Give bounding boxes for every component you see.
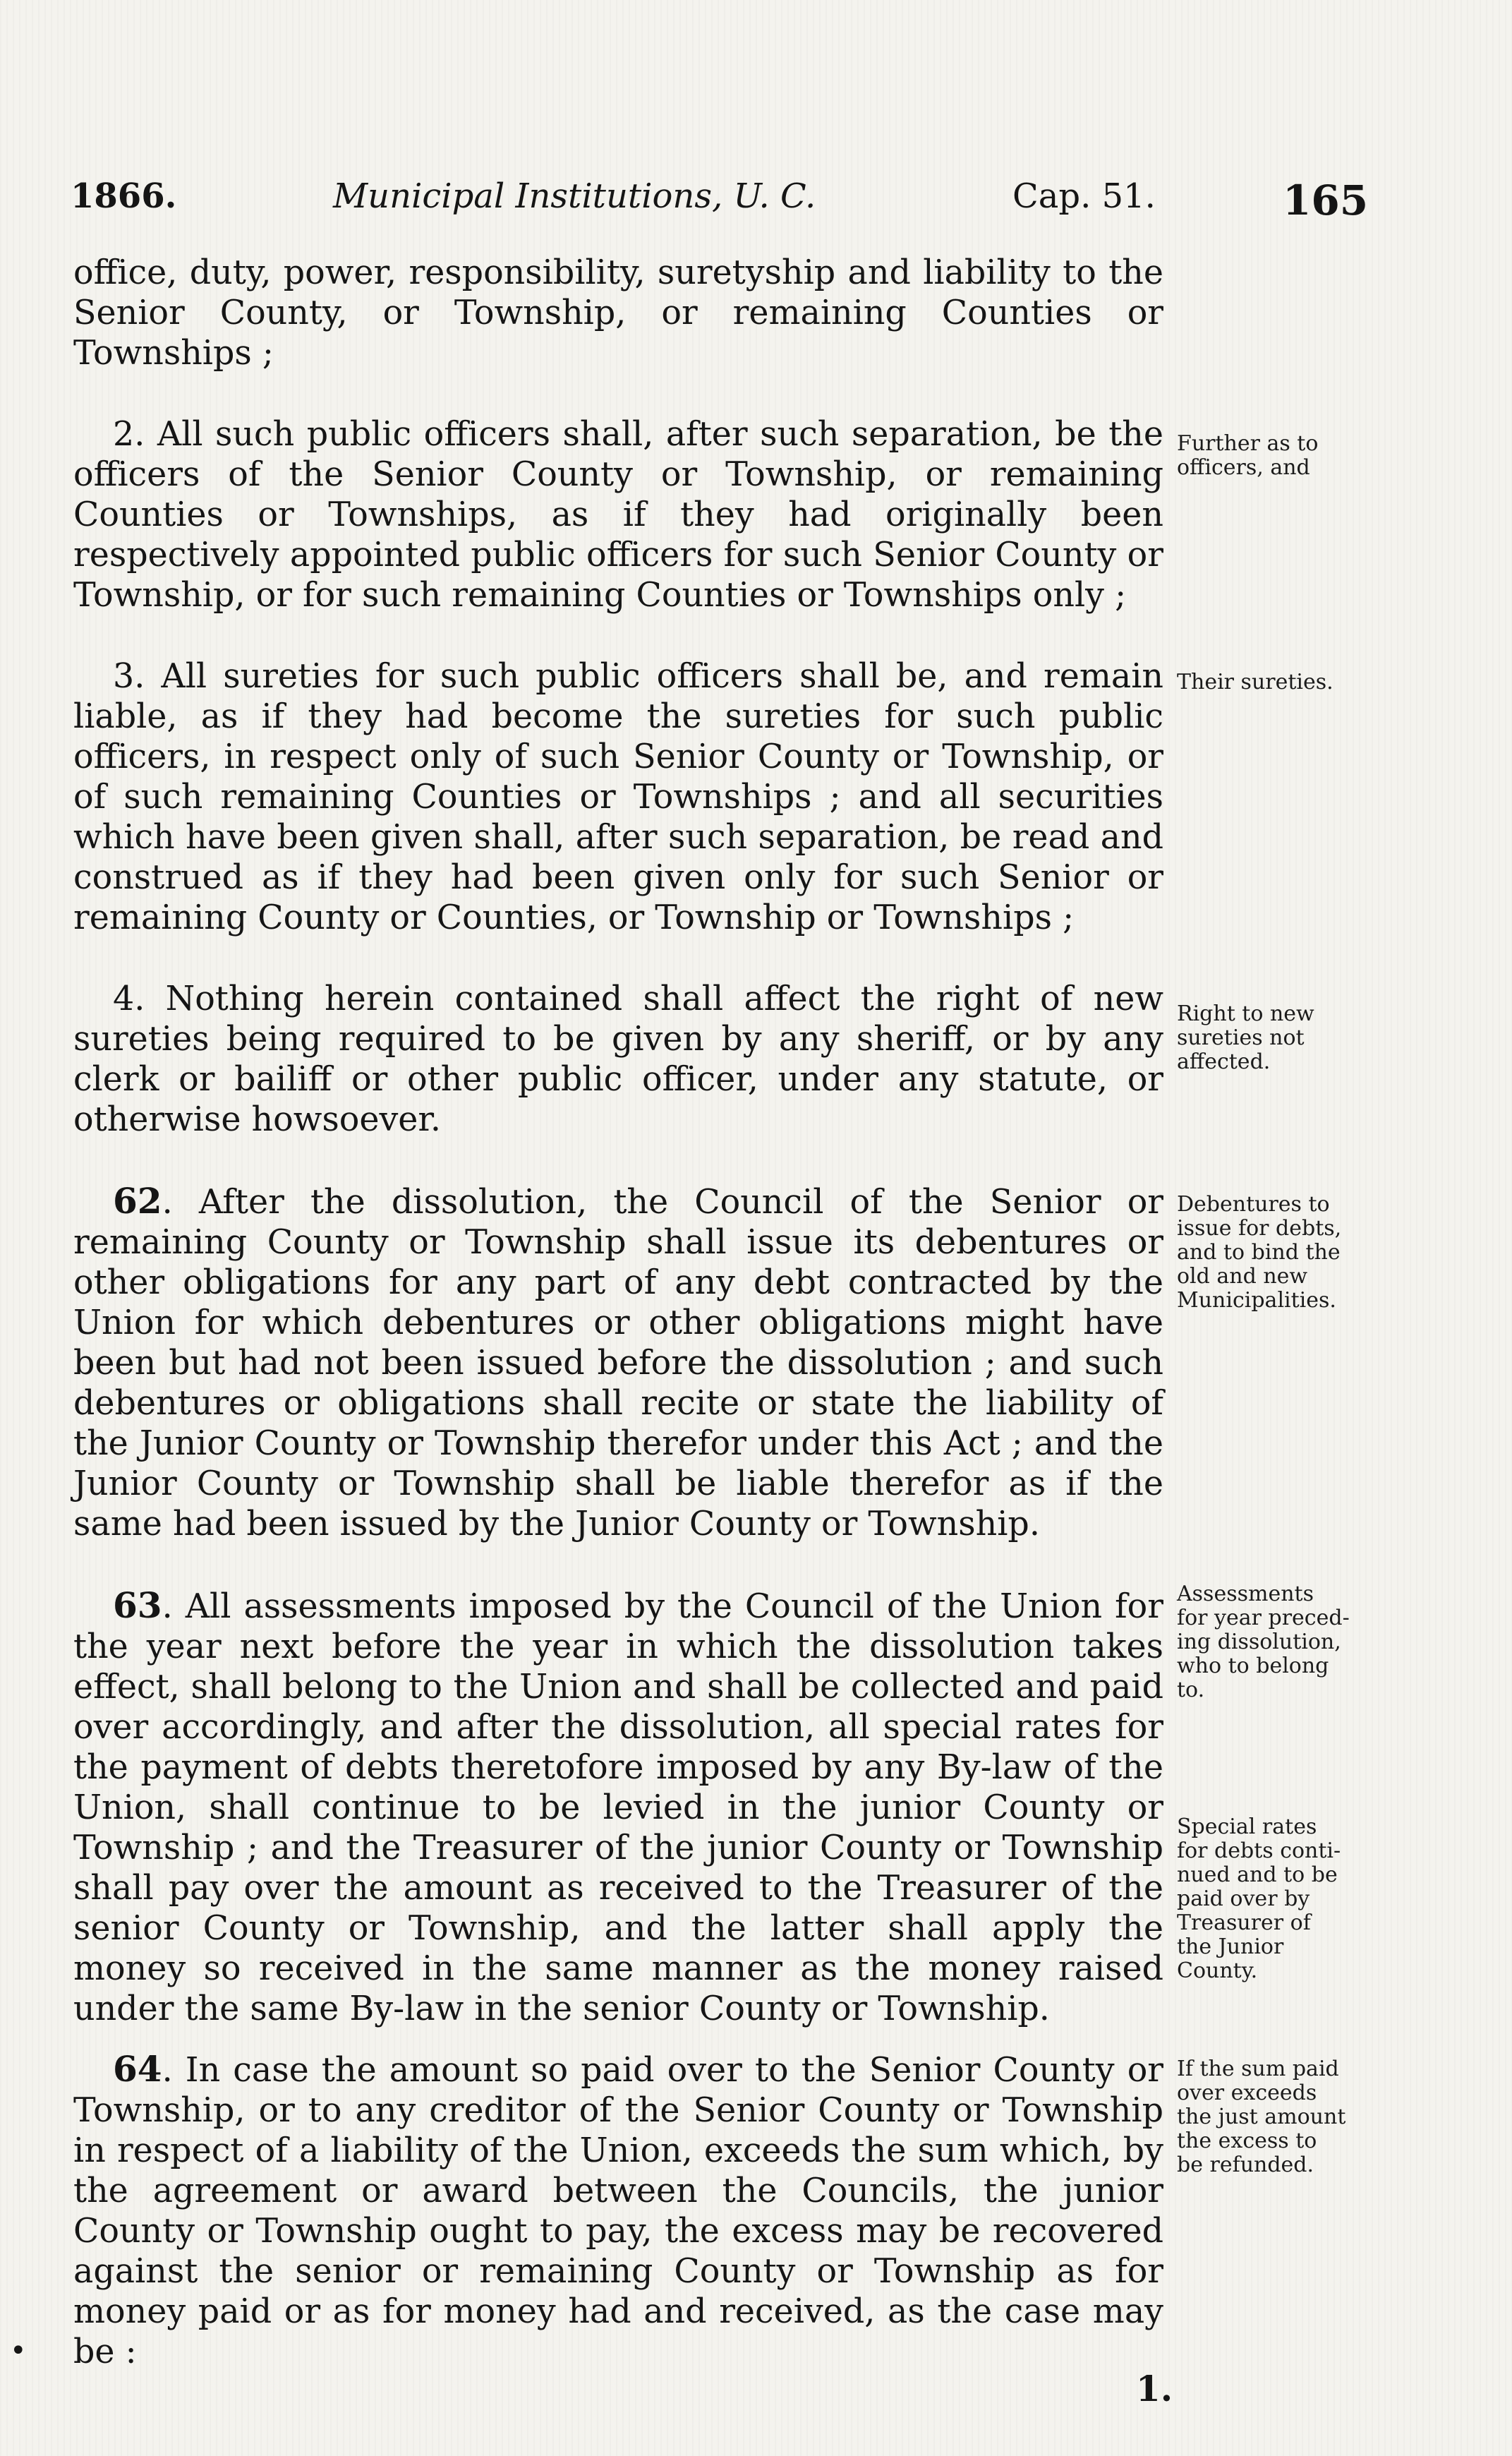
header-year: 1866. [71, 176, 177, 216]
marginal-note-line: ing dissolution, [1177, 1630, 1341, 1654]
marginal-note [1177, 2057, 1389, 2177]
paragraph-clause-3 [73, 656, 1163, 938]
marginal-note-line: affected. [1177, 1049, 1271, 1074]
marginal-note [1177, 1582, 1389, 1702]
paragraph-text: . In case the amount so paid over to the Senior County or Township, or to any creditor of the Senior County or Township in respect of a liability of the Union, exceeds the sum which, by the agreement or award between the Councils, the junior County or Township ought to pay, the excess may be recovered against the senior or remaining County or Township as for money paid or as for money had and received, as the case may be : [73, 2051, 1163, 2371]
marginal-note-line: for year preced- [1177, 1606, 1350, 1630]
marginal-note-line: paid over by [1177, 1886, 1310, 1911]
paragraph-text: 4. Nothing herein contained shall affect the right of new sureties being required to be given by any sheriff, or by any clerk or bailiff or other public officer, under any statute, or otherwise howsoever. [73, 980, 1163, 1139]
marginal-note [1177, 1193, 1389, 1313]
paragraph-continuation [73, 253, 1163, 373]
paragraph-text: 3. All sureties for such public officers shall be, and remain liable, as if they had become the sureties for such public officers, in respect only of such Senior County or Township, or of such remaining Counties or Townships ; and all securities which have been given shall, after such separation, be read and construed as if they had been given only for such Senior or remaining County or Counties, or Township or Townships ; [73, 657, 1163, 937]
marginal-note-line: the excess to [1177, 2129, 1317, 2153]
page-number: 165 [1283, 176, 1369, 224]
marginal-note-line: sureties not [1177, 1025, 1305, 1050]
marginal-note-line: Special rates [1177, 1814, 1317, 1839]
header-title: Municipal Institutions, U. C. [333, 176, 816, 216]
section-62 [73, 1181, 1163, 1544]
marginal-note-line: Their sureties. [1177, 670, 1333, 694]
marginal-note-line: County. [1177, 1958, 1258, 1983]
marginal-note-line: the Junior [1177, 1934, 1284, 1959]
section-64 [73, 2049, 1163, 2372]
marginal-note-line: Assessments [1177, 1582, 1314, 1606]
marginal-note-line: Municipalities. [1177, 1288, 1336, 1313]
paragraph-text: . All assessments imposed by the Council of the Union for the year next before the year in which the dissolution takes effect, shall belong to the Union and shall be collected and paid over accordingly, and after the dissolution, all special rates for the payment of debts theretofore imposed by any By-law of the Union, shall continue to be levied in the junior County or Township ; and the Treasurer of the junior County or Township shall pay over the amount as received to the Treasurer of the senior County or Township, and the latter shall apply the money so received in the same manner as the money raised under the same By-law in the senior County or Township. [73, 1587, 1163, 2028]
margin-speck: • [10, 2335, 27, 2367]
marginal-note-line: nued and to be [1177, 1862, 1338, 1887]
paragraph-clause-4 [73, 979, 1163, 1140]
running-header [71, 176, 1397, 233]
marginal-note-line: If the sum paid [1177, 2057, 1339, 2081]
marginal-note-line: issue for debts, [1177, 1216, 1342, 1241]
paragraph-text: 2. All such public officers shall, after such separation, be the officers of the Senior County or Township, or remaining Counties or Townships, as if they had originally been respectively appointed public officers for such Senior County or Township, or for such remaining Counties or Townships only ; [73, 415, 1163, 615]
marginal-note [1177, 1002, 1389, 1074]
paragraph-text: office, duty, power, responsibility, suretyship and liability to the Senior County, or Township, or remaining Counties or Townships ; [73, 253, 1163, 373]
marginal-note-line: Treasurer of [1177, 1910, 1311, 1935]
section-number: 64 [113, 2048, 162, 2090]
marginal-note-line: over exceeds [1177, 2081, 1317, 2105]
paragraph-text: . After the dissolution, the Council of the Senior or remaining County or Township shall issue its debentures or other obligations for any part of any debt contracted by the Union for which debentures or other obligations might have been but had not been issued before the dissolution ; and such debentures or obligations shall recite or state the liability of the Junior County or Township therefor under this Act ; and the Junior County or Township shall be liable therefor as if the same had been issued by the Junior County or Township. [73, 1183, 1163, 1543]
header-chapter: Cap. 51. [1012, 176, 1156, 216]
marginal-note [1177, 432, 1389, 480]
marginal-note-line: the just amount [1177, 2105, 1346, 2129]
paragraph-clause-2 [73, 414, 1163, 615]
marginal-note-line: officers, and [1177, 455, 1310, 480]
marginal-note [1177, 1815, 1389, 1983]
catchword: 1. [1136, 2368, 1173, 2409]
marginal-note-line: be refunded. [1177, 2153, 1314, 2177]
marginal-note-line: for debts conti- [1177, 1838, 1341, 1863]
marginal-note [1177, 670, 1389, 694]
main-text-column [73, 253, 1163, 2413]
marginal-note-line: to. [1177, 1678, 1205, 1702]
marginal-note-line: Debentures to [1177, 1192, 1330, 1217]
marginal-note-line: and to bind the [1177, 1240, 1341, 1265]
marginal-note-line: who to belong [1177, 1654, 1329, 1678]
marginal-note-line: Right to new [1177, 1001, 1314, 1026]
section-number: 63 [113, 1584, 162, 1626]
section-number: 62 [113, 1180, 162, 1222]
marginal-note-line: old and new [1177, 1264, 1308, 1289]
section-63 [73, 1585, 1163, 2029]
marginal-note-line: Further as to [1177, 431, 1319, 456]
